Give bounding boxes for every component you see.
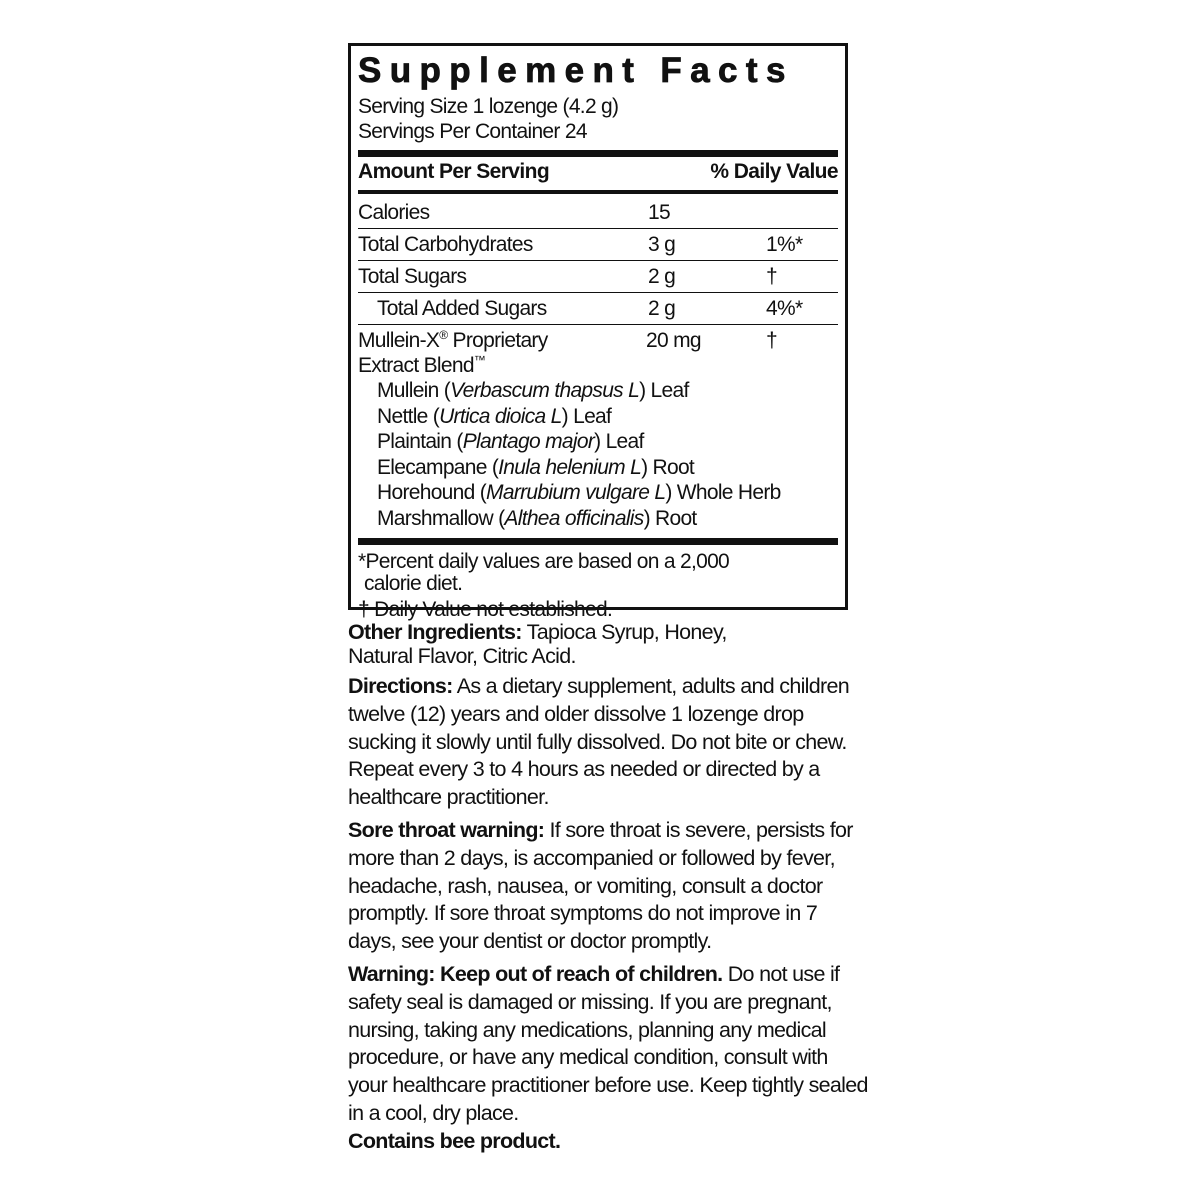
panel-title: Supplement Facts xyxy=(358,51,794,90)
registered-mark: ® xyxy=(439,328,448,342)
serving-size: Serving Size 1 lozenge (4.2 g) xyxy=(358,95,619,118)
ingredient-common-name: Horehound ( xyxy=(377,481,487,505)
blend-ingredients xyxy=(358,378,838,532)
warning-label: Warning: Keep out of reach of children. xyxy=(348,961,723,986)
nutrient-row xyxy=(358,261,838,293)
sore-throat-text: If sore throat is severe, persists for more than 2 days, is accompanied or followed by fever, headache, rash, nausea, or vomiting, consult a doctor promptly. If sore throat symptoms do not improve in 7 days, see your dentist or doctor promptly. xyxy=(348,817,853,954)
blend-name: Mullein-X xyxy=(358,329,440,352)
nutrient-amount: 2 g xyxy=(648,297,676,320)
footnotes xyxy=(358,545,838,621)
other-ingredients-text: Tapioca Syrup, Honey, Natural Flavor, Citric Acid. xyxy=(348,620,727,668)
nutrient-amount: 2 g xyxy=(648,265,676,288)
footnote-percent-cont: calorie diet. xyxy=(364,571,463,595)
blend-ingredient xyxy=(358,429,838,455)
ingredient-latin-name: Urtica dioica L xyxy=(439,404,562,428)
label-text xyxy=(348,620,868,1161)
blend-row xyxy=(358,325,838,378)
ingredient-latin-name: Verbascum thapsus L xyxy=(450,379,640,402)
nutrient-name: Total Added Sugars xyxy=(377,297,547,320)
nutrient-amount: 15 xyxy=(648,201,670,224)
ingredient-latin-name: Plantago major xyxy=(462,430,595,454)
directions-text: As a dietary supplement, adults and children twelve (12) years and older dissolve 1 lozenge drop sucking it slowly until fully dissolved. Do not bite or chew. Repeat every 3 to 4 hours as needed or directed by a healthcare practitioner. xyxy=(348,674,849,810)
directions-label: Directions: xyxy=(348,674,453,698)
blend-ingredient xyxy=(358,455,838,481)
ingredient-common-name: Plaintain ( xyxy=(377,430,463,454)
nutrient-dv: 1%* xyxy=(766,233,803,256)
sore-throat-label: Sore throat warning: xyxy=(348,817,545,842)
nutrient-dv: † xyxy=(766,265,777,288)
blend-ingredient xyxy=(358,378,838,404)
nutrient-name: Total Carbohydrates xyxy=(358,233,533,256)
ingredient-latin-name: Althea officinalis xyxy=(504,506,644,530)
other-ingredients xyxy=(348,620,748,668)
supplement-facts-panel xyxy=(348,43,848,621)
ingredient-plant-part: ) Root xyxy=(641,455,695,479)
ingredient-common-name: Marshmallow ( xyxy=(377,506,505,530)
nutrient-name: Total Sugars xyxy=(358,265,467,288)
other-ingredients-label: Other Ingredients: xyxy=(348,620,522,644)
ingredient-plant-part: ) Leaf xyxy=(639,379,689,402)
blend-dv: † xyxy=(766,329,777,352)
nutrient-dv: 4%* xyxy=(766,297,803,320)
blend-amount: 20 mg xyxy=(646,329,701,352)
contains-bee-product xyxy=(348,1128,868,1156)
contains-label: Contains bee product. xyxy=(348,1128,561,1153)
ingredient-common-name: Elecampane ( xyxy=(377,455,499,479)
blend-name-line2: Extract Blend xyxy=(358,354,474,377)
servings-per-container: Servings Per Container 24 xyxy=(358,120,587,143)
blend-ingredient xyxy=(358,404,838,430)
footnote-dagger: † Daily Value not established. xyxy=(358,597,613,621)
nutrient-row xyxy=(358,293,838,325)
nutrient-name: Calories xyxy=(358,201,430,224)
divider-thick xyxy=(358,538,838,545)
ingredient-common-name: Mullein ( xyxy=(377,379,451,402)
footnote-percent: *Percent daily values are based on a 2,000 xyxy=(358,549,730,573)
ingredient-plant-part: ) Leaf xyxy=(594,430,644,454)
blend-name-cont: Proprietary xyxy=(447,329,548,352)
daily-value-header: % Daily Value xyxy=(710,160,838,183)
blend-ingredient xyxy=(358,506,838,532)
directions xyxy=(348,673,868,812)
trademark: ™ xyxy=(473,353,486,367)
ingredient-latin-name: Marrubium vulgare L xyxy=(486,481,666,505)
sore-throat-warning xyxy=(348,817,868,956)
nutrient-amount: 3 g xyxy=(648,233,676,256)
blend-ingredient xyxy=(358,480,838,506)
amount-per-serving-header: Amount Per Serving xyxy=(358,160,550,183)
ingredient-plant-part: ) Whole Herb xyxy=(665,481,781,505)
ingredient-latin-name: Inula helenium L xyxy=(498,455,642,479)
warning-text: Do not use if safety seal is damaged or missing. If you are pregnant, nursing, taking any medications, planning any medical procedure, or have any medical condition, consult with your healthcare practitioner before use. Keep tightly sealed in a cool, dry place. xyxy=(348,961,868,1125)
column-header xyxy=(358,157,838,190)
ingredient-plant-part: ) Leaf xyxy=(561,404,612,428)
warning xyxy=(348,961,868,1128)
ingredient-common-name: Nettle ( xyxy=(377,404,440,428)
nutrient-row xyxy=(358,197,838,229)
divider-thick xyxy=(358,150,838,157)
ingredient-plant-part: ) Root xyxy=(643,506,697,530)
nutrient-row xyxy=(358,229,838,261)
